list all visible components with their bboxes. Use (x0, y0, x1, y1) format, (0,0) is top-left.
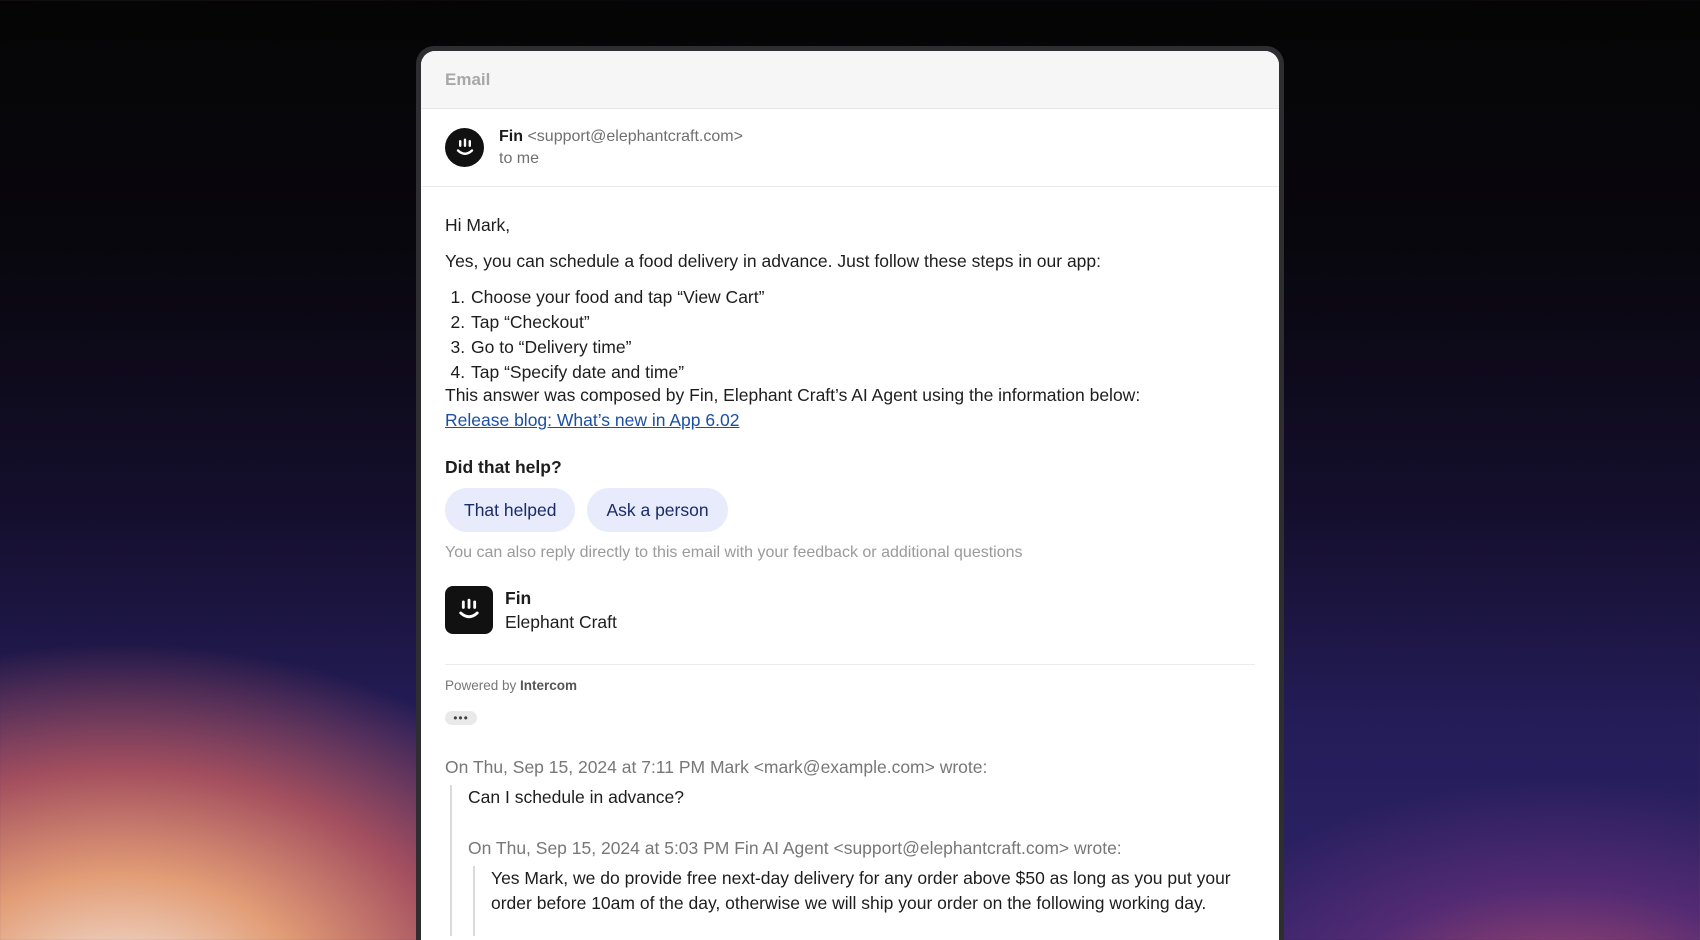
list-item: 2. Tap “Checkout” (470, 310, 1255, 335)
source-link[interactable]: Release blog: What’s new in App 6.02 (445, 410, 740, 430)
attribution-text: This answer was composed by Fin, Elephant Craft’s AI Agent using the information below: (445, 385, 1141, 405)
feedback-buttons (445, 488, 1255, 532)
signature-name: Fin (505, 588, 532, 608)
intro-text: Yes, you can schedule a food delivery in advance. Just follow these steps in our app: (445, 251, 1102, 271)
quote-header: On Thu, Sep 15, 2024 at 7:11 PM Mark <mark@example.com> wrote: (445, 757, 988, 777)
show-trimmed-button[interactable]: ••• (445, 711, 477, 725)
email-body (421, 187, 1279, 936)
signature-text (505, 586, 617, 634)
quote-text: Can I schedule in advance? (468, 787, 684, 807)
divider (445, 664, 1255, 665)
powered-by (445, 677, 1255, 695)
reply-hint: You can also reply directly to this email with your feedback or additional questions (445, 544, 1023, 561)
quote-header: On Thu, Sep 15, 2024 at 5:03 PM Fin AI Agent <support@elephantcraft.com> wrote: (468, 838, 1122, 858)
recipient-line[interactable]: to me (499, 149, 540, 167)
greeting: Hi Mark, (445, 215, 511, 235)
powered-prefix: Powered by (445, 678, 521, 693)
email-header (421, 109, 1279, 187)
quoted-message (473, 866, 1255, 936)
sender-name[interactable]: Fin (499, 127, 523, 145)
list-item: 1. Choose your food and tap “View Cart” (470, 285, 1255, 310)
list-item: 3. Go to “Delivery time” (470, 335, 1255, 360)
quoted-message (450, 785, 1255, 936)
email-window (421, 51, 1279, 940)
fin-smiley-icon (456, 597, 482, 623)
window-title: Email (445, 69, 491, 89)
powered-brand[interactable]: Intercom (520, 678, 578, 693)
help-question: Did that help? (445, 457, 562, 477)
that-helped-button[interactable]: That helped (445, 488, 575, 532)
signature (445, 586, 1255, 634)
quote-text: Yes Mark, we do provide free next-day delivery for any order above $50 as long as you put your order before 10am of the day, otherwise we will ship your order on the following working day. (491, 868, 1231, 913)
sender-block (499, 126, 743, 170)
list-item: 4. Tap “Specify date and time” (470, 360, 1255, 385)
sender-avatar[interactable] (445, 128, 484, 167)
steps-list (445, 285, 1255, 385)
fin-smiley-icon (454, 137, 476, 159)
signature-company: Elephant Craft (505, 612, 617, 632)
sender-email: <support@elephantcraft.com> (527, 127, 743, 145)
ask-person-button[interactable]: Ask a person (587, 488, 727, 532)
window-titlebar (421, 51, 1279, 109)
signature-avatar (445, 586, 493, 634)
